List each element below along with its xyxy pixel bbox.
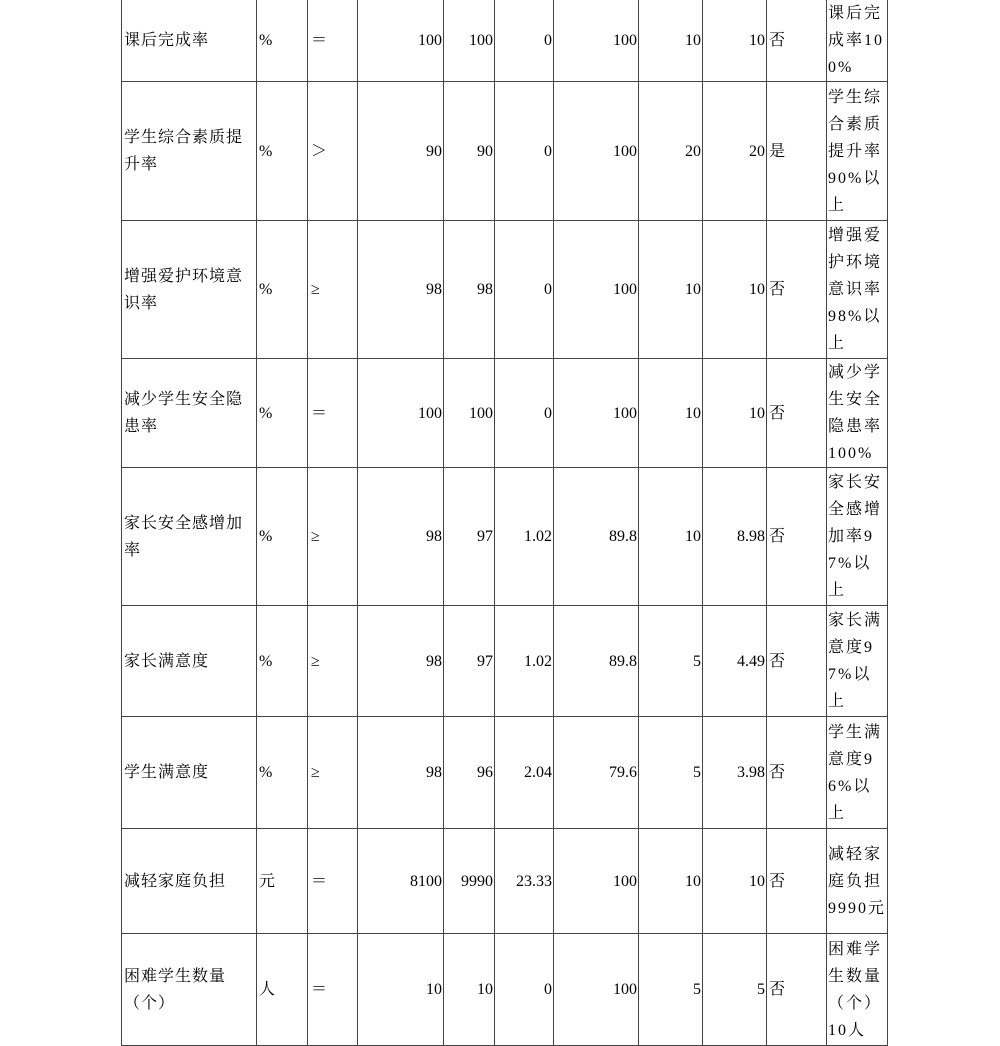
cell-indicator-name: 减少学生安全隐患率: [122, 359, 257, 468]
cell-actual-value: 97: [444, 468, 495, 606]
cell-indicator-name: 困难学生数量（个）: [122, 934, 257, 1046]
cell-score: 8.98: [703, 468, 767, 606]
cell-completion-rate: 100: [554, 829, 639, 934]
cell-flag: 否: [767, 468, 827, 606]
cell-operator: ＞: [308, 82, 358, 221]
cell-indicator-name: 增强爱护环境意识率: [122, 221, 257, 359]
cell-completion-rate: 100: [554, 359, 639, 468]
performance-indicator-table: [121, 0, 888, 1046]
cell-weight: 5: [639, 934, 703, 1046]
table-row: [122, 221, 888, 359]
cell-score: 10: [703, 359, 767, 468]
cell-indicator-name: 减轻家庭负担: [122, 829, 257, 934]
cell-description: 课后完成率100%: [827, 0, 888, 82]
table-row: [122, 934, 888, 1046]
table-row: [122, 82, 888, 221]
cell-completion-rate: 100: [554, 82, 639, 221]
cell-target-value: 10: [358, 934, 444, 1046]
cell-score: 10: [703, 221, 767, 359]
table-row: [122, 0, 888, 82]
cell-description: 困难学生数量（个）10人: [827, 934, 888, 1046]
cell-unit: %: [257, 0, 308, 82]
cell-completion-rate: 100: [554, 221, 639, 359]
cell-score: 10: [703, 0, 767, 82]
cell-flag: 否: [767, 717, 827, 829]
cell-unit: %: [257, 82, 308, 221]
cell-target-value: 98: [358, 606, 444, 717]
cell-target-value: 8100: [358, 829, 444, 934]
cell-flag: 否: [767, 359, 827, 468]
cell-flag: 否: [767, 0, 827, 82]
cell-weight: 10: [639, 221, 703, 359]
cell-deviation-rate: 0: [495, 82, 554, 221]
cell-unit: %: [257, 606, 308, 717]
cell-score: 20: [703, 82, 767, 221]
cell-operator: ＝: [308, 359, 358, 468]
cell-operator: ≥: [308, 606, 358, 717]
cell-description: 学生综合素质提升率90%以上: [827, 82, 888, 221]
cell-operator: ≥: [308, 221, 358, 359]
cell-weight: 5: [639, 717, 703, 829]
cell-indicator-name: 家长安全感增加率: [122, 468, 257, 606]
cell-description: 家长满意度97%以上: [827, 606, 888, 717]
cell-flag: 否: [767, 829, 827, 934]
cell-actual-value: 9990: [444, 829, 495, 934]
cell-unit: %: [257, 359, 308, 468]
cell-actual-value: 10: [444, 934, 495, 1046]
cell-weight: 5: [639, 606, 703, 717]
cell-weight: 10: [639, 468, 703, 606]
cell-operator: ≥: [308, 468, 358, 606]
cell-target-value: 98: [358, 468, 444, 606]
cell-deviation-rate: 23.33: [495, 829, 554, 934]
table-row: [122, 468, 888, 606]
cell-deviation-rate: 0: [495, 359, 554, 468]
cell-score: 10: [703, 829, 767, 934]
cell-operator: ≥: [308, 717, 358, 829]
cell-deviation-rate: 0: [495, 0, 554, 82]
cell-unit: 人: [257, 934, 308, 1046]
cell-unit: %: [257, 468, 308, 606]
cell-deviation-rate: 1.02: [495, 468, 554, 606]
table-row: [122, 359, 888, 468]
cell-description: 增强爱护环境意识率98%以上: [827, 221, 888, 359]
cell-score: 3.98: [703, 717, 767, 829]
cell-actual-value: 100: [444, 359, 495, 468]
cell-actual-value: 97: [444, 606, 495, 717]
cell-indicator-name: 课后完成率: [122, 0, 257, 82]
cell-score: 4.49: [703, 606, 767, 717]
cell-completion-rate: 89.8: [554, 606, 639, 717]
cell-flag: 否: [767, 934, 827, 1046]
cell-flag: 否: [767, 221, 827, 359]
cell-indicator-name: 学生满意度: [122, 717, 257, 829]
cell-indicator-name: 学生综合素质提升率: [122, 82, 257, 221]
cell-unit: %: [257, 717, 308, 829]
cell-deviation-rate: 1.02: [495, 606, 554, 717]
cell-description: 减轻家庭负担9990元: [827, 829, 888, 934]
cell-unit: 元: [257, 829, 308, 934]
cell-weight: 10: [639, 359, 703, 468]
cell-completion-rate: 89.8: [554, 468, 639, 606]
cell-description: 减少学生安全隐患率100%: [827, 359, 888, 468]
table-row: [122, 829, 888, 934]
table-row: [122, 717, 888, 829]
cell-deviation-rate: 0: [495, 221, 554, 359]
cell-operator: ＝: [308, 0, 358, 82]
cell-weight: 10: [639, 829, 703, 934]
cell-target-value: 98: [358, 221, 444, 359]
cell-score: 5: [703, 934, 767, 1046]
cell-completion-rate: 79.6: [554, 717, 639, 829]
cell-actual-value: 100: [444, 0, 495, 82]
cell-target-value: 90: [358, 82, 444, 221]
cell-deviation-rate: 2.04: [495, 717, 554, 829]
cell-completion-rate: 100: [554, 934, 639, 1046]
cell-deviation-rate: 0: [495, 934, 554, 1046]
cell-target-value: 100: [358, 359, 444, 468]
cell-actual-value: 98: [444, 221, 495, 359]
cell-target-value: 98: [358, 717, 444, 829]
cell-flag: 是: [767, 82, 827, 221]
cell-indicator-name: 家长满意度: [122, 606, 257, 717]
cell-description: 学生满意度96%以上: [827, 717, 888, 829]
cell-weight: 10: [639, 0, 703, 82]
cell-unit: %: [257, 221, 308, 359]
cell-actual-value: 96: [444, 717, 495, 829]
cell-flag: 否: [767, 606, 827, 717]
cell-completion-rate: 100: [554, 0, 639, 82]
table-row: [122, 606, 888, 717]
cell-actual-value: 90: [444, 82, 495, 221]
cell-target-value: 100: [358, 0, 444, 82]
cell-description: 家长安全感增加率97%以上: [827, 468, 888, 606]
cell-operator: ＝: [308, 934, 358, 1046]
cell-weight: 20: [639, 82, 703, 221]
cell-operator: ＝: [308, 829, 358, 934]
